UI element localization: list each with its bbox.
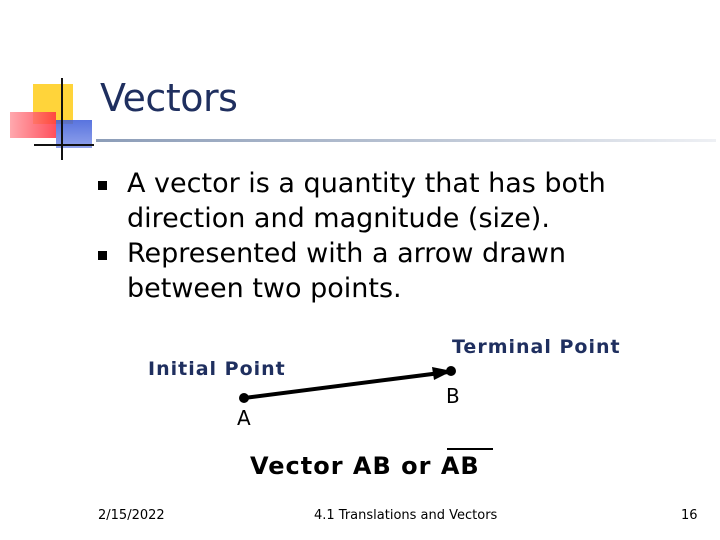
diagram-caption: Vector AB or AB bbox=[250, 452, 480, 480]
footer-date: 2/15/2022 bbox=[98, 508, 165, 523]
page-number: 16 bbox=[681, 508, 698, 523]
terminal-point-label: Terminal Point bbox=[452, 336, 621, 358]
point-b-dot bbox=[446, 366, 456, 376]
point-a-label: A bbox=[237, 406, 251, 430]
initial-point-label: Initial Point bbox=[148, 358, 286, 380]
bullet-text: A vector is a quantity that has both direction and magnitude (size). bbox=[127, 168, 606, 234]
slide-title: Vectors bbox=[100, 76, 238, 120]
footer-title: 4.1 Translations and Vectors bbox=[314, 508, 498, 523]
point-a-dot bbox=[239, 393, 249, 403]
bullet-text: Represented with a arrow drawn between two points. bbox=[127, 238, 566, 304]
point-b-label: B bbox=[446, 384, 460, 408]
